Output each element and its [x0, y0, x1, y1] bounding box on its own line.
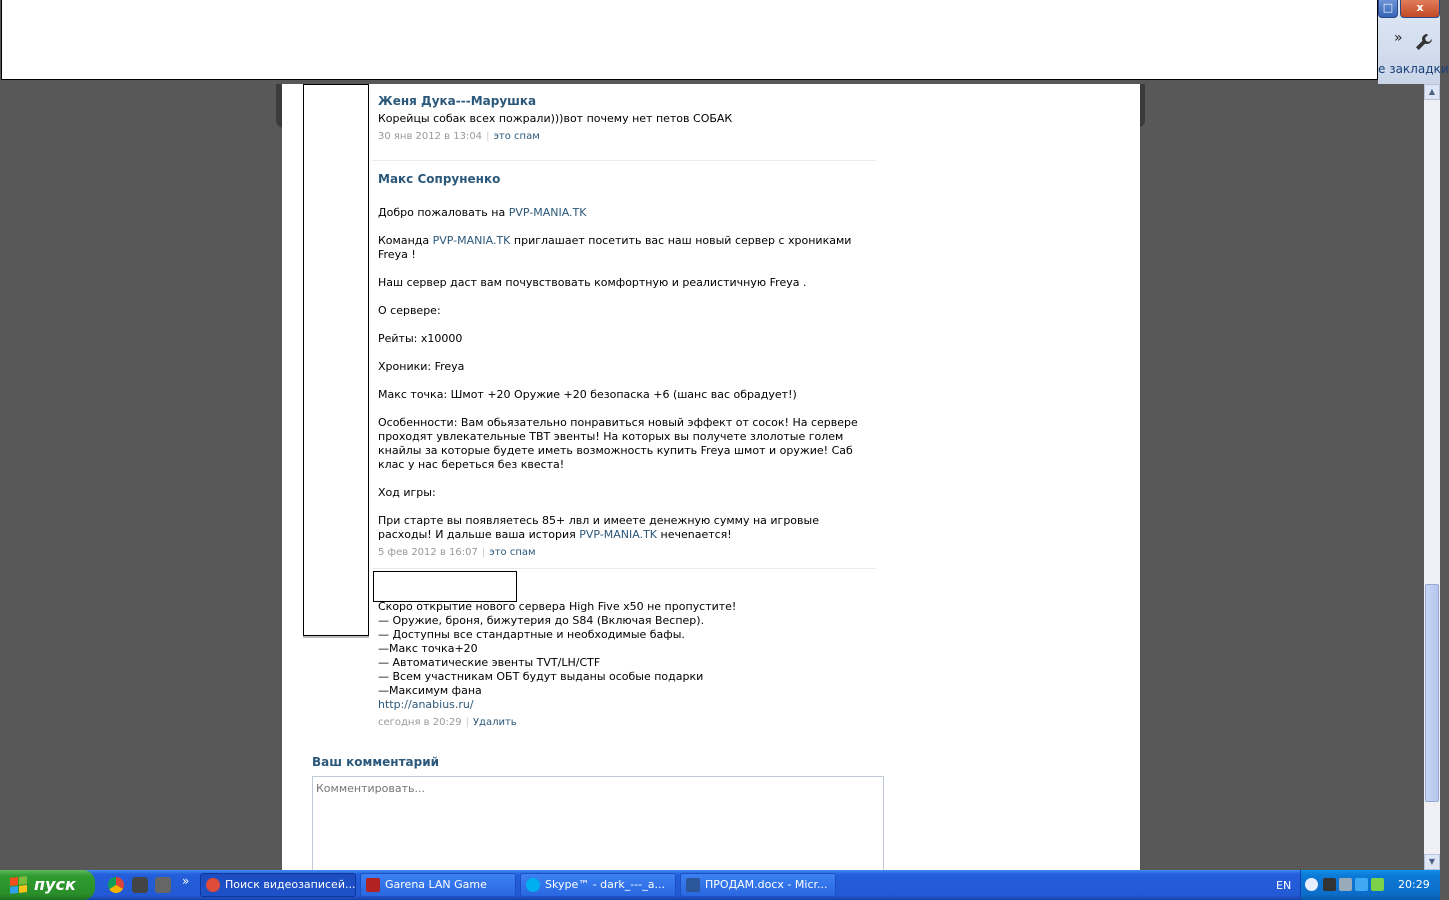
reply-title: Ваш комментарий [312, 755, 440, 769]
task-label: Поиск видеозаписей... [225, 878, 356, 891]
comment-author[interactable]: Макс Сопруненко [378, 172, 501, 186]
comment-paragraph: Наш сервер даст вам почувствовать комфортную и реалистичную Freya . [378, 276, 807, 289]
language-indicator[interactable]: EN [1276, 879, 1292, 892]
task-garena[interactable] [360, 873, 516, 897]
comment-paragraph: Ход игры: [378, 486, 436, 499]
garena-icon [366, 878, 380, 892]
chrome-quicklaunch-icon[interactable] [108, 877, 124, 893]
comment-item [378, 172, 876, 560]
tray-skype-icon[interactable] [1355, 878, 1368, 891]
start-button[interactable] [0, 870, 95, 900]
more-tools-icon[interactable]: » [1394, 30, 1403, 46]
server-link[interactable]: PVP-MANIA.TK [579, 528, 658, 541]
scroll-up-icon[interactable]: ▲ [1424, 84, 1440, 100]
avatar-column-redacted [303, 84, 369, 636]
tray-app-icon[interactable] [1323, 878, 1336, 891]
windows-logo-icon [10, 876, 26, 894]
comment-line: — Автоматические эвенты TVT/LH/CTF [378, 656, 601, 669]
comment-date: 5 фев 2012 в 16:07 [378, 547, 478, 558]
spam-link[interactable]: это спам [493, 131, 540, 142]
comment-text [378, 206, 876, 542]
comment-paragraph: Хроники: Freya [378, 360, 465, 373]
comment-paragraph: Команда PVP-MANIA.TK приглашает посетить вас наш новый сервер с хрониками Freya ! [378, 234, 852, 261]
browser-toolbar-right [1378, 0, 1449, 84]
task-word[interactable] [680, 873, 836, 897]
app-quicklaunch-icon[interactable] [155, 877, 171, 893]
comment-divider [372, 160, 876, 161]
chrome-icon [206, 878, 220, 892]
author-name-redacted [373, 571, 517, 602]
task-label: Garena LAN Game [385, 878, 487, 891]
server-link[interactable]: PVP-MANIA.TK [508, 206, 587, 219]
comment-paragraph: Корейцы собак всех пожрали)))вот почему нет петов СОБАК [378, 112, 733, 125]
comment-meta: 5 фев 2012 в 16:07 | это спам [378, 547, 536, 558]
server-link[interactable]: PVP-MANIA.TK [432, 234, 511, 247]
comment-line: —Максимум фана [378, 684, 482, 697]
comment-item [378, 94, 876, 144]
comment-text [378, 112, 876, 126]
redacted-header-overlay [1, 0, 1378, 80]
task-label: Skype™ - dark_---_a... [545, 878, 665, 891]
skype-icon [526, 878, 540, 892]
comment-paragraph: Добро пожаловать на PVP-MANIA.TK [378, 206, 587, 219]
comment-paragraph: При старте вы появляетесь 85+ лвл и имеете денежную сумму на игровые расходы! И дальше ваша история PVP-MANIA.TK нечenается! [378, 514, 819, 541]
scroll-down-icon[interactable]: ▼ [1424, 854, 1440, 870]
comment-date: 30 янв 2012 в 13:04 [378, 131, 483, 142]
delete-link[interactable]: Удалить [472, 717, 517, 728]
comment-author[interactable]: Женя Дука---Марушка [378, 94, 537, 108]
comment-line: — Всем участникам ОБТ будут выданы особые подарки [378, 670, 704, 683]
comment-paragraph: Особенности: Вам обьязательно понравиться новый эффект от сосок! На сервере проходят увлекательные TBT эвенты! На которых вы получете злолотые голем кнайлы за которые будете иметь возможность купить Freya шмот и оружие! Саб клас у нас береться без квеста! [378, 416, 858, 471]
comment-line: —Макс точка+20 [378, 642, 478, 655]
scrollbar-thumb[interactable] [1425, 584, 1439, 802]
comment-line: Скоро открытие нового сервера High Five x50 не пропустите! [378, 600, 737, 613]
taskbar [0, 870, 1440, 900]
close-window-button[interactable]: x [1400, 0, 1440, 18]
word-icon [686, 878, 700, 892]
vertical-scrollbar[interactable] [1424, 84, 1440, 870]
external-link[interactable]: http://anabius.ru/ [378, 698, 474, 711]
spam-link[interactable]: это спам [489, 547, 536, 558]
quicklaunch-more-icon[interactable]: » [182, 874, 190, 888]
comment-text [378, 600, 876, 712]
clock: 20:29 [1398, 878, 1430, 891]
game-quicklaunch-icon[interactable] [132, 877, 148, 893]
bookmarks-label[interactable]: е закладки [1378, 62, 1449, 76]
tray-status-icon[interactable] [1371, 878, 1384, 891]
comment-paragraph: Рейты: x10000 [378, 332, 463, 345]
task-browser[interactable] [200, 873, 356, 897]
comment-date: сегодня в 20:29 [378, 717, 462, 728]
comment-paragraph: О сервере: [378, 304, 441, 317]
comment-meta: 30 янв 2012 в 13:04 | это спам [378, 131, 540, 142]
comment-textarea[interactable] [312, 776, 884, 872]
comment-line: — Доступны все стандартные и необходимые бафы. [378, 628, 685, 641]
network-icon[interactable] [1339, 878, 1352, 891]
wrench-icon[interactable] [1414, 32, 1434, 52]
task-label: ПРОДАМ.docx - Micr... [705, 878, 828, 891]
restore-window-button[interactable]: □ [1378, 0, 1398, 18]
comment-meta: сегодня в 20:29 | Удалить [378, 717, 517, 728]
comment-paragraph: Макс точка: Шмот +20 Оружие +20 безопаска +6 (шанс вас обрадует!) [378, 388, 797, 401]
tray-expand-icon[interactable] [1305, 878, 1318, 891]
comment-divider [372, 568, 876, 569]
start-label: пуск [34, 875, 76, 894]
comment-item [378, 600, 876, 730]
comment-line: — Оружие, броня, бижутерия до S84 (Включая Веспер). [378, 614, 705, 627]
task-skype[interactable] [520, 873, 676, 897]
